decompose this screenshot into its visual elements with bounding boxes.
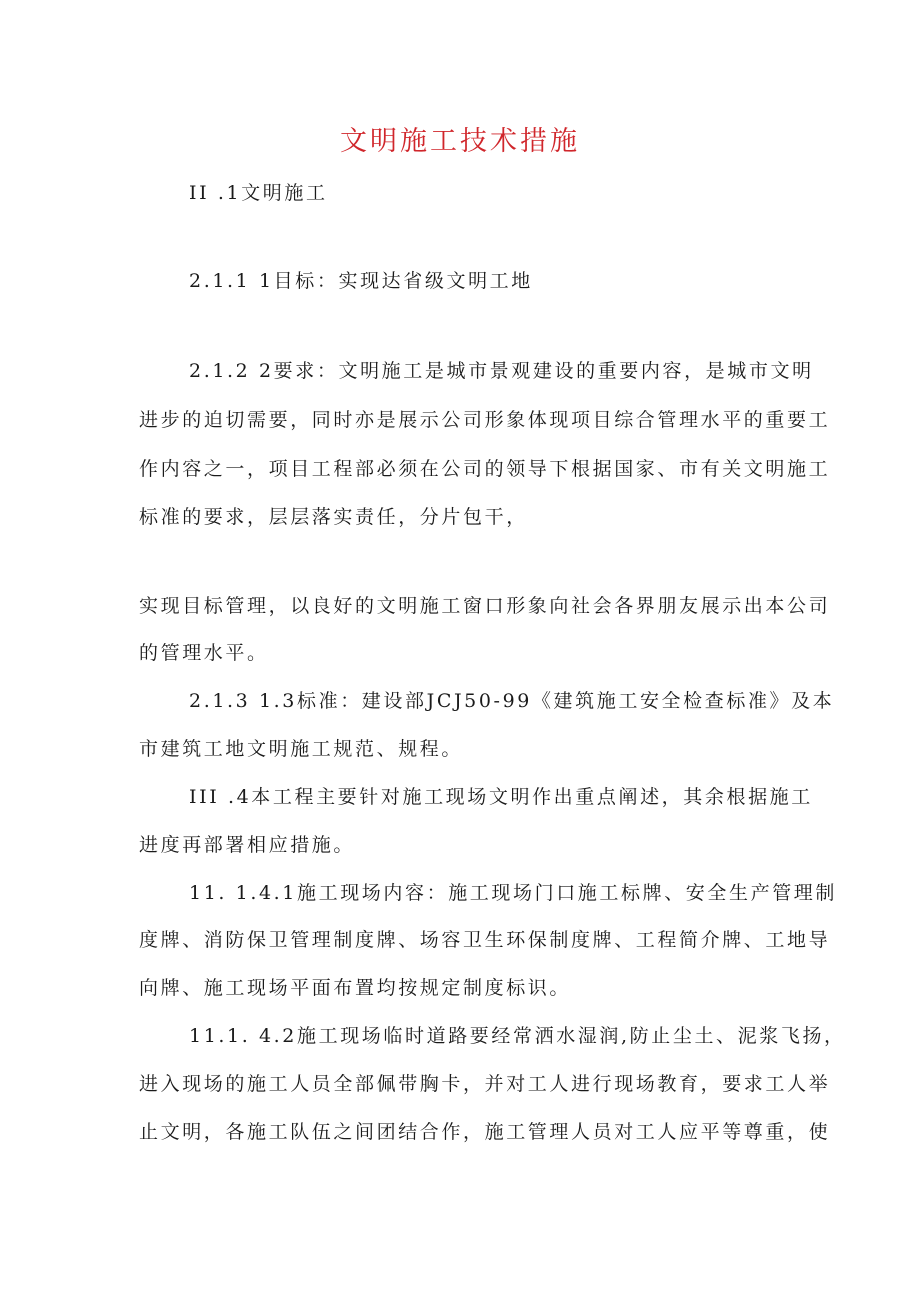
paragraph-line: 2.1.1 1目标：实现达省级文明工地 [189, 270, 533, 292]
paragraph-line: 度牌、消防保卫管理制度牌、场容卫生环保制度牌、工程简介牌、工地导 [139, 929, 831, 951]
section-heading: II .1文明施工 [189, 182, 328, 204]
paragraph-line: 进入现场的施工人员全部佩带胸卡，并对工人进行现场教育，要求工人举 [139, 1073, 831, 1095]
paragraph-line: 的管理水平。 [139, 642, 269, 664]
paragraph-line: 进度再部署相应措施。 [139, 834, 356, 856]
paragraph-line: 向牌、施工现场平面布置均按规定制度标识。 [139, 977, 572, 999]
paragraph-line: 标准的要求，层层落实责任，分片包干， [139, 506, 528, 528]
paragraph-line: 2.1.3 1.3标准：建设部JCJ50-99《建筑施工安全检查标准》及本 [189, 690, 835, 712]
paragraph-line: 11.1. 4.2施工现场临时道路要经常洒水湿润,防止尘土、泥浆飞扬， [189, 1025, 846, 1047]
paragraph-line: 作内容之一，项目工程部必须在公司的领导下根据国家、市有关文明施工 [139, 458, 831, 480]
paragraph-line: 11. 1.4.1施工现场内容：施工现场门口施工标牌、安全生产管理制 [189, 882, 838, 904]
paragraph-line: 实现目标管理，以良好的文明施工窗口形象向社会各界朋友展示出本公司 [139, 595, 831, 617]
paragraph-line: III .4本工程主要针对施工现场文明作出重点阐述，其余根据施工 [189, 786, 813, 808]
paragraph-line: 市建筑工地文明施工规范、规程。 [139, 738, 464, 760]
document-title: 文明施工技术措施 [340, 126, 580, 157]
paragraph-line: 2.1.2 2要求：文明施工是城市景观建设的重要内容，是城市文明 [189, 360, 814, 382]
paragraph-line: 进步的迫切需要，同时亦是展示公司形象体现项目综合管理水平的重要工 [139, 409, 831, 431]
paragraph-line: 止文明，各施工队伍之间团结合作，施工管理人员对工人应平等尊重，使 [139, 1121, 831, 1143]
